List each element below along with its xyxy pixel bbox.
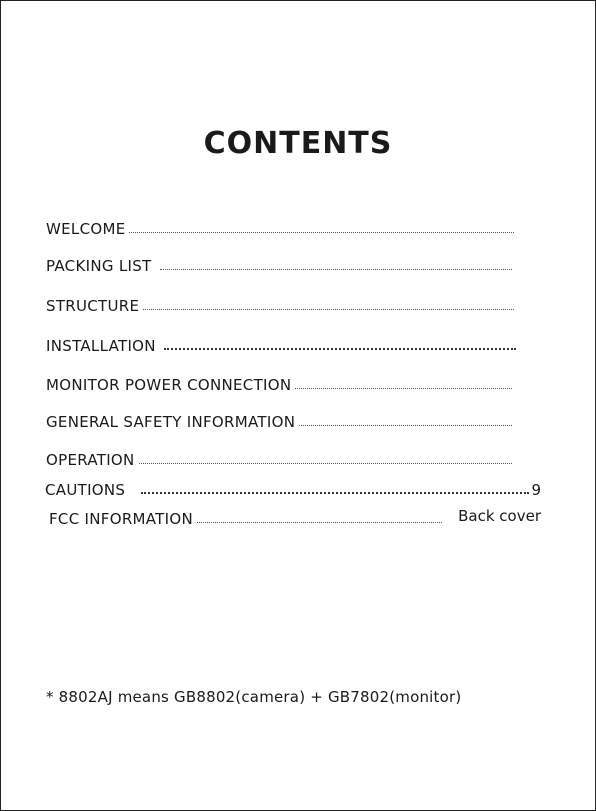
toc-entry-welcome[interactable] xyxy=(46,220,520,238)
dot-leader xyxy=(129,232,514,233)
toc-entry-general-safety-information[interactable] xyxy=(46,413,518,431)
dot-leader xyxy=(160,269,513,270)
toc-entry-cautions[interactable] xyxy=(45,481,541,499)
toc-entry-fcc-information[interactable] xyxy=(49,507,541,528)
dot-leader xyxy=(295,388,512,389)
dot-leader xyxy=(164,348,516,350)
toc-entry-packing-list[interactable] xyxy=(46,257,518,275)
toc-entry-monitor-power-connection[interactable] xyxy=(46,376,518,394)
toc-entry-installation[interactable] xyxy=(46,337,522,355)
toc-label: INSTALLATION xyxy=(46,337,156,355)
dot-leader xyxy=(141,492,529,494)
dot-leader xyxy=(143,309,514,310)
toc-label: WELCOME xyxy=(46,220,126,238)
toc-page-number: 9 xyxy=(531,481,541,499)
toc-label: FCC INFORMATION xyxy=(49,510,193,528)
dot-leader xyxy=(299,425,512,426)
toc-label: PACKING LIST xyxy=(46,257,152,275)
toc-label: STRUCTURE xyxy=(46,297,140,315)
footnote: * 8802AJ means GB8802(camera) + GB7802(monitor) xyxy=(46,688,462,706)
toc-label: MONITOR POWER CONNECTION xyxy=(46,376,292,394)
toc-entry-operation[interactable] xyxy=(46,451,518,469)
page-title: CONTENTS xyxy=(203,126,393,161)
toc-page-number: Back cover xyxy=(458,507,541,525)
toc-label: OPERATION xyxy=(46,451,135,469)
toc-label: GENERAL SAFETY INFORMATION xyxy=(46,413,296,431)
dot-leader xyxy=(139,463,512,464)
toc-entry-structure[interactable] xyxy=(46,297,520,315)
toc-label: CAUTIONS xyxy=(45,481,126,499)
dot-leader xyxy=(197,522,442,523)
